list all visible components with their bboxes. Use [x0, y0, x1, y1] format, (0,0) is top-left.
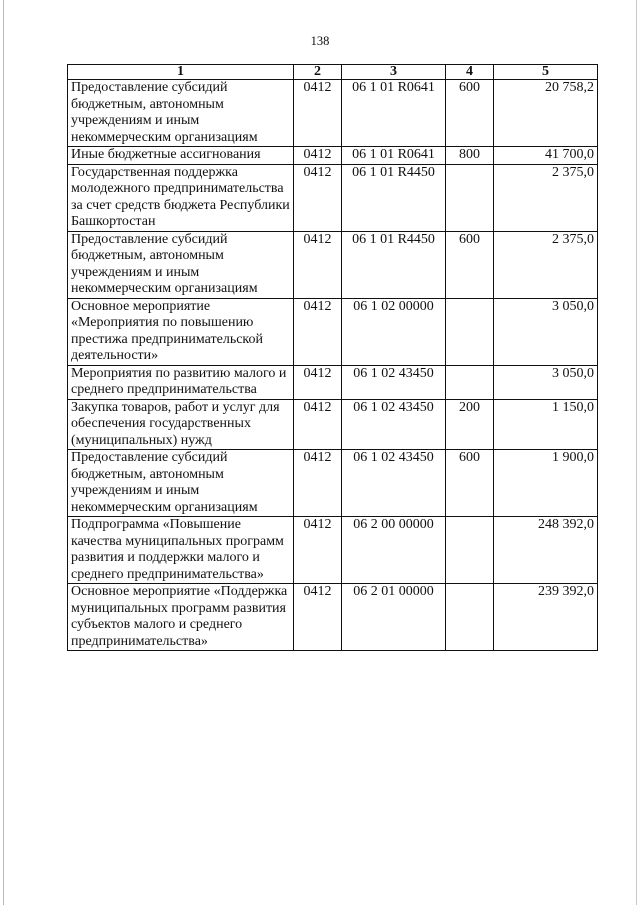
budget-table	[67, 64, 598, 651]
row-name: Предоставление субсидий бюджетным, автономным учреждениям и иным некоммерческим организациям	[68, 450, 294, 517]
row-section-code: 0412	[294, 80, 342, 147]
row-section-code: 0412	[294, 365, 342, 399]
row-target-code: 06 2 00 00000	[342, 517, 446, 584]
page-left-edge	[3, 0, 4, 905]
row-expense-type: 600	[446, 80, 494, 147]
row-amount: 2 375,0	[494, 164, 598, 231]
row-section-code: 0412	[294, 298, 342, 365]
row-section-code: 0412	[294, 164, 342, 231]
row-target-code: 06 1 02 43450	[342, 365, 446, 399]
row-section-code: 0412	[294, 231, 342, 298]
table-row	[68, 147, 598, 165]
row-expense-type	[446, 584, 494, 651]
row-section-code: 0412	[294, 517, 342, 584]
table-row	[68, 80, 598, 147]
row-amount: 248 392,0	[494, 517, 598, 584]
table-row	[68, 517, 598, 584]
header-col-3: 3	[342, 65, 446, 80]
row-name: Иные бюджетные ассигнования	[68, 147, 294, 165]
header-col-2: 2	[294, 65, 342, 80]
row-amount: 3 050,0	[494, 365, 598, 399]
header-col-5: 5	[494, 65, 598, 80]
table-row	[68, 399, 598, 450]
row-section-code: 0412	[294, 584, 342, 651]
row-expense-type: 800	[446, 147, 494, 165]
row-name: Закупка товаров, работ и услуг для обеспечения государственных (муниципальных) нужд	[68, 399, 294, 450]
row-amount: 239 392,0	[494, 584, 598, 651]
row-name: Основное мероприятие «Мероприятия по повышению престижа предпринимательской деятельности»	[68, 298, 294, 365]
row-target-code: 06 2 01 00000	[342, 584, 446, 651]
row-target-code: 06 1 01 R0641	[342, 80, 446, 147]
row-amount: 20 758,2	[494, 80, 598, 147]
row-section-code: 0412	[294, 399, 342, 450]
row-section-code: 0412	[294, 147, 342, 165]
row-name: Основное мероприятие «Поддержка муниципальных программ развития субъектов малого и среднего предпринимательства»	[68, 584, 294, 651]
row-name: Предоставление субсидий бюджетным, автономным учреждениям и иным некоммерческим организациям	[68, 80, 294, 147]
row-expense-type	[446, 517, 494, 584]
row-target-code: 06 1 02 00000	[342, 298, 446, 365]
row-expense-type: 600	[446, 450, 494, 517]
row-name: Подпрограмма «Повышение качества муниципальных программ развития и поддержки малого и среднего предпринимательства»	[68, 517, 294, 584]
row-amount: 41 700,0	[494, 147, 598, 165]
row-amount: 2 375,0	[494, 231, 598, 298]
row-amount: 1 150,0	[494, 399, 598, 450]
header-col-4: 4	[446, 65, 494, 80]
row-section-code: 0412	[294, 450, 342, 517]
table-row	[68, 298, 598, 365]
row-amount: 1 900,0	[494, 450, 598, 517]
table-header-row	[68, 65, 598, 80]
page-number: 138	[310, 34, 330, 48]
table-row	[68, 164, 598, 231]
row-name: Предоставление субсидий бюджетным, автономным учреждениям и иным некоммерческим организациям	[68, 231, 294, 298]
header-col-1: 1	[68, 65, 294, 80]
row-target-code: 06 1 01 R4450	[342, 164, 446, 231]
row-target-code: 06 1 02 43450	[342, 399, 446, 450]
row-expense-type: 600	[446, 231, 494, 298]
table-row	[68, 450, 598, 517]
table-row	[68, 231, 598, 298]
table-row	[68, 584, 598, 651]
row-name: Мероприятия по развитию малого и среднего предпринимательства	[68, 365, 294, 399]
row-amount: 3 050,0	[494, 298, 598, 365]
row-expense-type: 200	[446, 399, 494, 450]
row-target-code: 06 1 01 R4450	[342, 231, 446, 298]
table-row	[68, 365, 598, 399]
row-expense-type	[446, 164, 494, 231]
row-target-code: 06 1 02 43450	[342, 450, 446, 517]
page-right-edge	[636, 0, 637, 905]
row-target-code: 06 1 01 R0641	[342, 147, 446, 165]
row-name: Государственная поддержка молодежного предпринимательства за счет средств бюджета Республики Башкортостан	[68, 164, 294, 231]
row-expense-type	[446, 298, 494, 365]
row-expense-type	[446, 365, 494, 399]
